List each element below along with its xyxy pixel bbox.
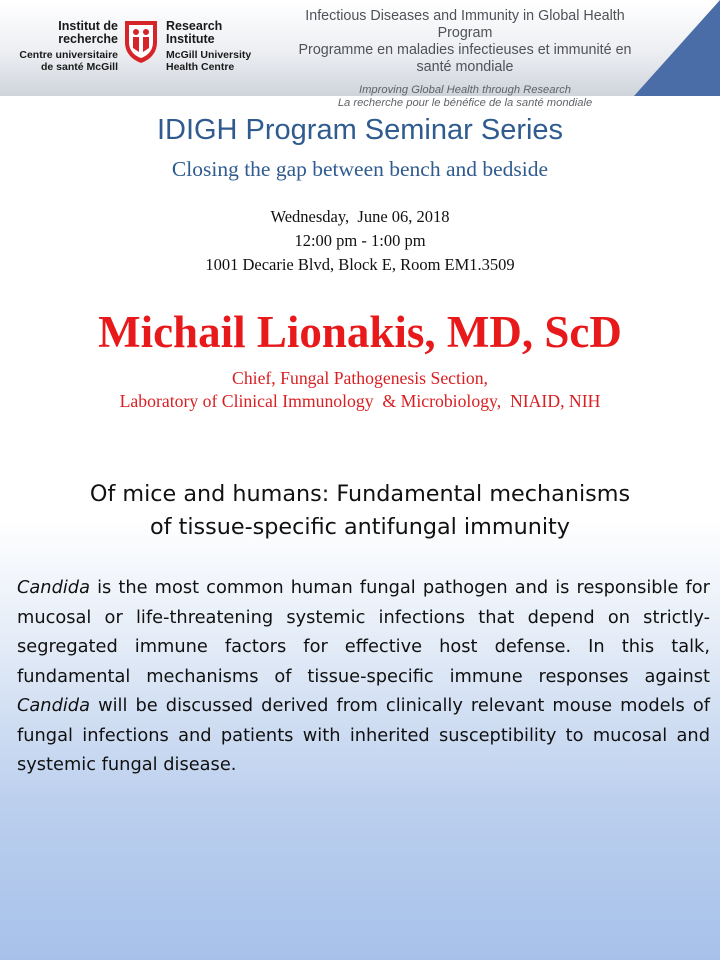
logo-en-line3: McGill University [166, 49, 252, 61]
crest-icon [122, 18, 160, 64]
speaker-affiliation [0, 367, 720, 413]
talk-title-line1: Of mice and humans: Fundamental mechanisms [89, 481, 631, 507]
program-name-french: Programme en maladies infectieuses et immunité en santé mondiale [298, 42, 632, 75]
program-tagline-english: Improving Global Health through Research [358, 84, 572, 96]
talk-title-line2: of tissue-specific antifungal immunity [150, 514, 570, 540]
series-tagline: Closing the gap between bench and bedside [171, 157, 549, 181]
program-tagline-french: La recherche pour le bénéfice de la santé mondiale [337, 97, 593, 109]
speaker-name: Michail Lionakis, MD, ScD [98, 307, 622, 357]
talk-title [0, 478, 720, 544]
affiliation-line2: Laboratory of Clinical Immunology & Microbiology, NIAID, NIH [119, 391, 601, 411]
logo-fr-line1: Institut de [58, 19, 118, 33]
event-location: 1001 Decarie Blvd, Block E, Room EM1.3509 [205, 255, 515, 274]
program-heading [280, 8, 650, 110]
event-details [0, 205, 720, 277]
event-time: 12:00 pm - 1:00 pm [294, 231, 426, 250]
abstract-paragraph [17, 573, 710, 780]
logo-fr-line2: recherche [58, 32, 118, 46]
logo-en-line4: Health Centre [166, 61, 235, 73]
abstract-italic-term-2: Candida [17, 695, 90, 716]
header-banner [0, 0, 720, 109]
logo-en-line1: Research [166, 19, 223, 33]
series-title: IDIGH Program Seminar Series [156, 114, 564, 146]
affiliation-line1: Chief, Fungal Pathogenesis Section, [232, 368, 488, 388]
program-name-english: Infectious Diseases and Immunity in Global Health Program [305, 8, 625, 41]
event-date: Wednesday, June 06, 2018 [270, 207, 450, 226]
logo-en-line2: Institute [166, 32, 215, 46]
logo-fr-line3: Centre universitaire [19, 49, 118, 61]
abstract-text-2: will be discussed derived from clinically relevant mouse models of fungal infections and patients with inherited susceptibility to mucosal and systemic fungal disease. [17, 695, 710, 775]
corner-triangle-decoration [634, 0, 720, 96]
institute-logo-english [166, 20, 276, 73]
abstract-italic-term-1: Candida [17, 577, 90, 598]
logo-fr-line4: de santé McGill [40, 61, 118, 73]
institute-logo-french [18, 20, 118, 73]
abstract-text-1: is the most common human fungal pathogen and is responsible for mucosal or life-threatening systemic infections that depend on strictly-segregated immune factors for effective host defense. In this talk, fundamental mechanisms of tissue-specific immune responses against [17, 577, 710, 687]
